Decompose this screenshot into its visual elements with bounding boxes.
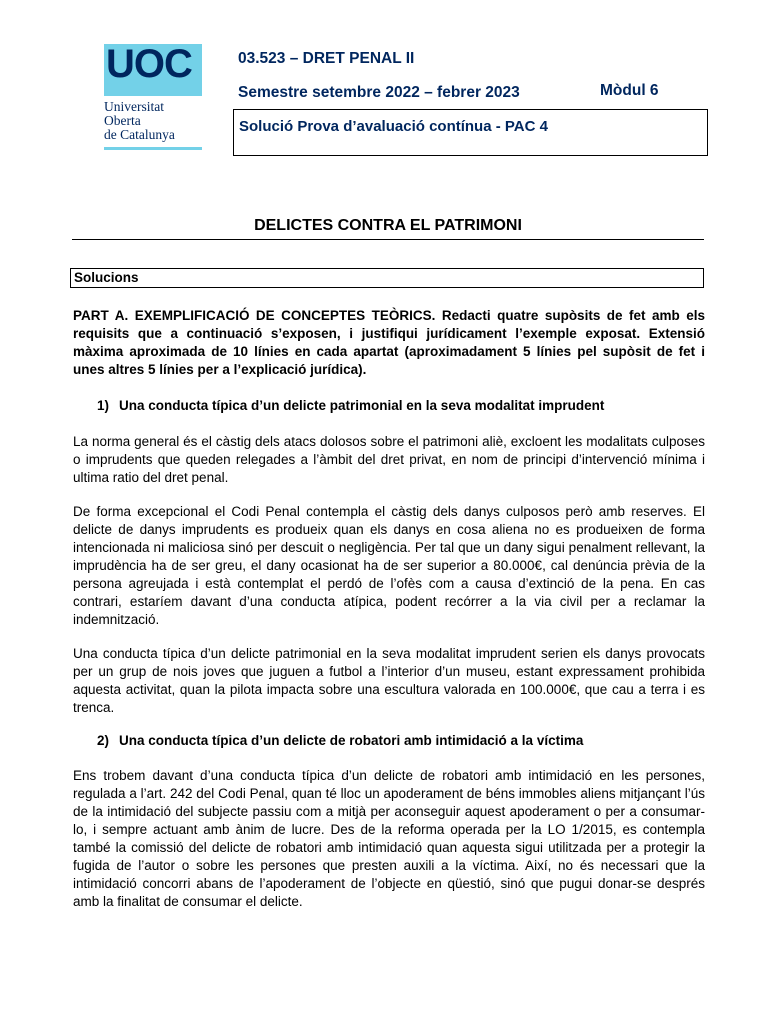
title-divider [72, 239, 704, 240]
logo-letters: UOC [106, 42, 192, 86]
uoc-logo [104, 44, 202, 152]
semester: Semestre setembre 2022 – febrer 2023 [238, 84, 520, 101]
paragraph-3: Una conducta típica d’un delicte patrimonial en la seva modalitat imprudent serien els danys provocats per un grup de nois joves que juguen a futbol a l’interior d’un museu, estant expressament prohibida aquesta activitat, quan la pilota impacta sobre una escultura valorada en 100.000€, que cau a terra i es trenca. [73, 646, 705, 715]
paragraph-4: Ens trobem davant d’una conducta típica d’un delicte de robatori amb intimidació en les persones, regulada a l’art. 242 del Codi Penal, quan té lloc un apoderament de béns immobles aliens mitjançant l’ús de la intimidació del subjecte passiu com a mitjà per aconseguir aquest apoderament o per a consumar-lo, i sempre actuant amb ànim de lucre. Des de la reforma operada per la LO 1/2015, es contempla també la comissió del delicte de robatori amb intimidació quan aquesta sigui utilitzada per a protegir la fugida de l’autor o sobre les persones que presten auxili a la víctima. Així, no és necessari que la intimidació concorri abans de l’apoderament de l’objecte en qüestió, sinó que pugui donar-se després amb la finalitat de consumar el delicte. [73, 768, 705, 909]
paragraph-1: La norma general és el càstig dels atacs dolosos sobre el patrimoni aliè, excloent les modalitats culposes o imprudents que queden relegades a l’àmbit del dret privat, en nom de principi d’intervenció mínima i ultima ratio del dret penal. [73, 434, 705, 485]
question-1-text: Una conducta típica d’un delicte patrimonial en la seva modalitat imprudent [119, 398, 605, 413]
question-2-number: 2) [97, 733, 110, 748]
part-a-intro: PART A. EXEMPLIFICACIÓ DE CONCEPTES TEÒRICS. Redacti quatre supòsits de fet amb els requisits que a continuació s’exposen, i justifiqui jurídicament l’exemple exposat. Extensió màxima aproximada de 10 línies en cada apartat (aproximadament 5 línies pel supòsit de fet i unes altres 5 línies per a l’explicació jurídica). [73, 308, 705, 377]
logo-underline [104, 147, 202, 150]
question-2-heading [97, 732, 583, 750]
solution-title: Solució Prova d’avaluació contínua - PAC 4 [239, 118, 548, 135]
question-1-heading [97, 397, 604, 415]
section-box [70, 268, 704, 288]
course-code: 03.523 – DRET PENAL II [238, 50, 415, 67]
document-title: DELICTES CONTRA EL PATRIMONI [254, 217, 522, 234]
paragraph-2: De forma excepcional el Codi Penal contempla el càstig dels danys culposos però amb reserves. El delicte de danys imprudents es produeix quan els danys en cosa aliena no es produeixen de forma intencionada ni maliciosa sinó per descuit o negligència. Per tal que un dany sigui penalment rellevant, la imprudència ha de ser greu, el dany ocasionat ha de ser superior a 80.000€, cal denúncia prèvia de la persona agreujada i està contemplat el perdó de l’ofès com a causa d’extinció de la pena. En cas contrari, estaríem davant d’una conducta atípica, podent recórrer a la via civil per a reclamar la indemnització. [73, 504, 705, 627]
section-label: Solucions [74, 270, 139, 285]
logo-university-name: Universitat Oberta de Catalunya [104, 99, 175, 142]
solution-title-box [233, 109, 708, 156]
question-2-text: Una conducta típica d’un delicte de robatori amb intimidació a la víctima [119, 733, 584, 748]
question-1-number: 1) [97, 398, 110, 413]
module-label: Mòdul 6 [600, 82, 659, 99]
